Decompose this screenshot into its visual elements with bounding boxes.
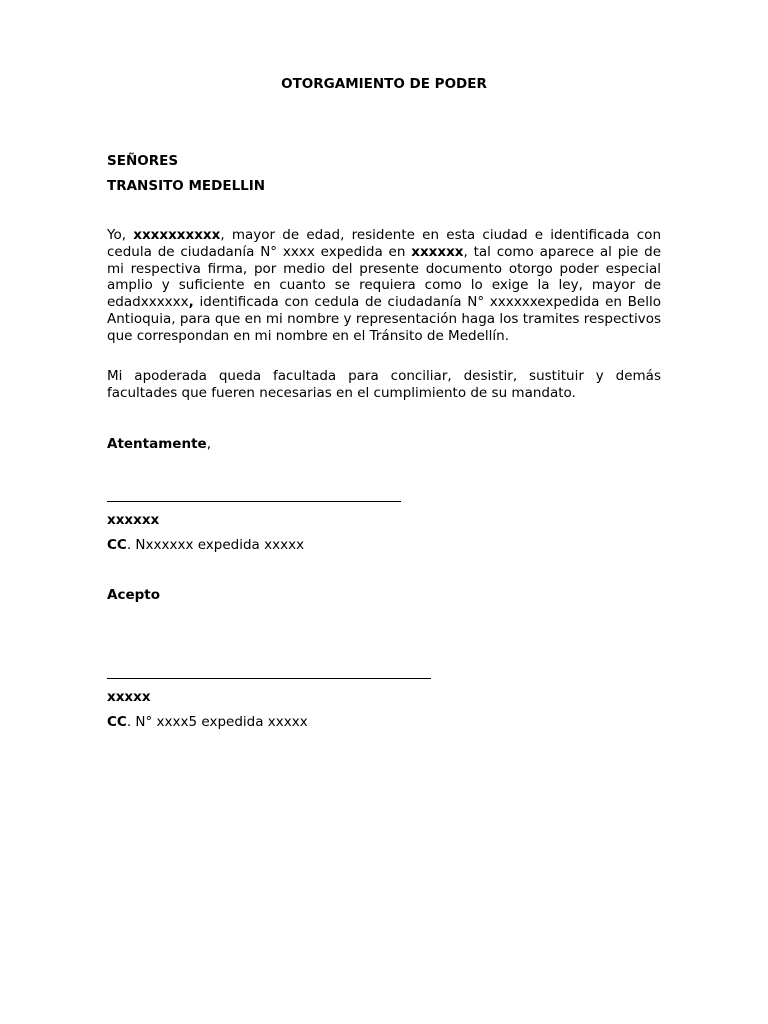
recipient-line-1: SEÑORES bbox=[107, 153, 179, 169]
cc-text: . N° xxxx5 expedida xxxxx bbox=[126, 714, 308, 730]
document-title: OTORGAMIENTO DE PODER bbox=[281, 76, 487, 92]
closing bbox=[107, 436, 211, 452]
accept-label: Acepto bbox=[107, 587, 160, 603]
recipient-line-2: TRANSITO MEDELLIN bbox=[107, 178, 266, 194]
paragraph-text: , mayor de edad, residente en esta ciudad e identificada con cedula de ciudadanía N° xxxx expedida en bbox=[107, 227, 662, 260]
closing-punct: , bbox=[206, 436, 211, 452]
cc-text: . Nxxxxxx expedida xxxxx bbox=[126, 537, 305, 553]
signer-2-name: xxxxx bbox=[107, 689, 151, 705]
issued-in-place: xxxxxx bbox=[411, 243, 464, 260]
paragraph-text: , tal como aparece al pie de mi respectiva firma, por medio del presente documento otorgo poder especial amplio y suficiente en cuanto se requiera como lo exige la ley, mayor de edadxxxxxx bbox=[107, 243, 662, 311]
signature-line-1 bbox=[107, 501, 401, 502]
body-paragraph-1 bbox=[107, 227, 661, 345]
signer-1-id bbox=[107, 537, 304, 553]
signature-line-2 bbox=[107, 678, 431, 679]
bold-comma: , bbox=[188, 294, 194, 311]
grantor-name: xxxxxxxxxx bbox=[133, 227, 221, 243]
body-paragraph-2: Mi apoderada queda facultada para conciliar, desistir, sustituir y demás facultades que fueren necesarias en el cumplimiento de su mandato. bbox=[107, 368, 661, 401]
cc-label: CC bbox=[107, 537, 127, 553]
paragraph-text: Yo, bbox=[107, 227, 134, 243]
paragraph-text: identificada con cedula de ciudadanía N° xxxxxxexpedida en Bello Antioquia, para que en mi nombre y representación haga los tramites respectivos que correspondan en mi nombre en el Tránsito de Medellín. bbox=[107, 294, 661, 344]
cc-label: CC bbox=[107, 714, 127, 730]
closing-word: Atentamente bbox=[107, 436, 207, 452]
signer-1-name: xxxxxx bbox=[107, 512, 160, 528]
signer-2-id bbox=[107, 714, 308, 730]
